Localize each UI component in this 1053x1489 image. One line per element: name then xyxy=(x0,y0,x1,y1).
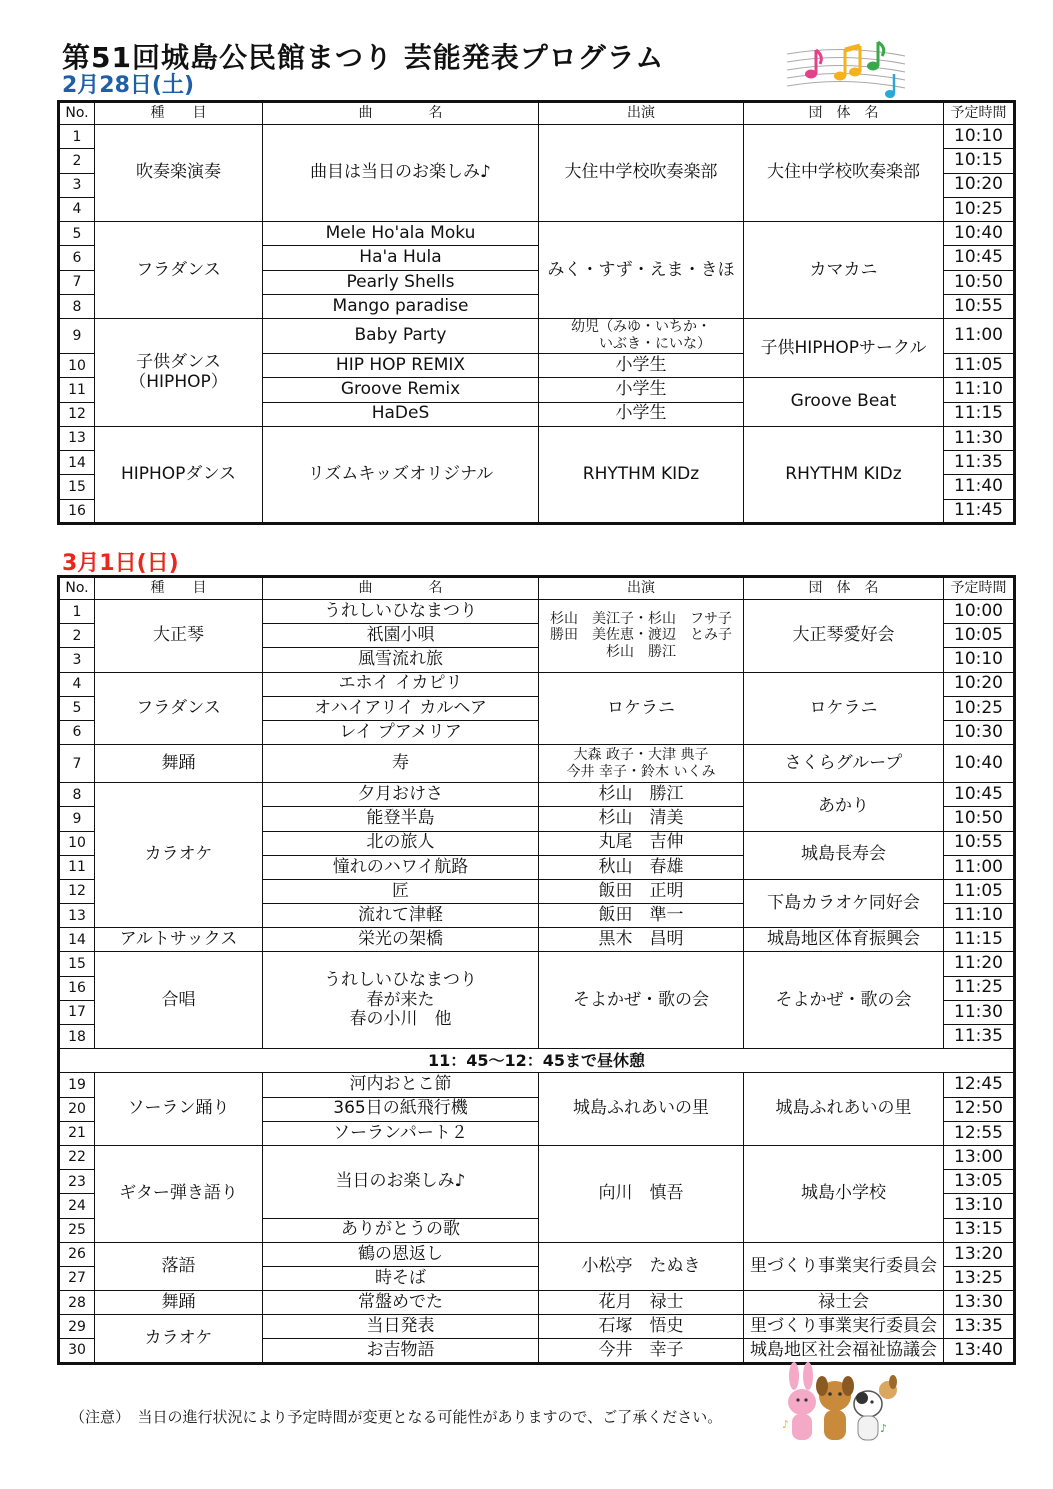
group-cell: 大住中学校吹奏楽部 xyxy=(744,125,944,222)
no-cell: 15 xyxy=(59,475,95,499)
time-cell: 11:15 xyxy=(944,402,1015,426)
time-cell: 10:50 xyxy=(944,807,1015,831)
genre-cell: カラオケ xyxy=(95,1315,263,1363)
column-header: 曲 名 xyxy=(263,577,539,600)
genre-cell: 合唱 xyxy=(95,952,263,1049)
table-row xyxy=(59,1145,1015,1169)
column-header: 団 体 名 xyxy=(744,577,944,600)
group-cell: 城島地区社会福祉協議会 xyxy=(744,1339,944,1363)
table-row xyxy=(59,600,1015,624)
performer-cell: 小学生 xyxy=(539,378,744,402)
no-cell: 23 xyxy=(59,1170,95,1194)
no-cell: 14 xyxy=(59,451,95,475)
song-cell: 鶴の恩返し xyxy=(263,1242,539,1266)
no-cell: 5 xyxy=(59,222,95,246)
table-row xyxy=(59,745,1015,783)
performer-cell: 小松亭 たぬき xyxy=(539,1242,744,1290)
song-cell: 栄光の架橋 xyxy=(263,928,539,952)
no-cell: 12 xyxy=(59,402,95,426)
no-cell: 3 xyxy=(59,648,95,672)
song-cell: 時そば xyxy=(263,1266,539,1290)
no-cell: 13 xyxy=(59,426,95,450)
time-cell: 11:20 xyxy=(944,952,1015,976)
no-cell: 5 xyxy=(59,696,95,720)
genre-cell: 大正琴 xyxy=(95,600,263,673)
time-cell: 13:15 xyxy=(944,1218,1015,1242)
time-cell: 11:35 xyxy=(944,451,1015,475)
time-cell: 12:45 xyxy=(944,1073,1015,1097)
no-cell: 6 xyxy=(59,720,95,744)
no-cell: 28 xyxy=(59,1291,95,1315)
time-cell: 10:10 xyxy=(944,648,1015,672)
time-cell: 10:40 xyxy=(944,222,1015,246)
song-cell: Pearly Shells xyxy=(263,270,539,294)
time-cell: 11:00 xyxy=(944,855,1015,879)
no-cell: 16 xyxy=(59,499,95,523)
no-cell: 21 xyxy=(59,1121,95,1145)
song-cell: うれしいひなまつり xyxy=(263,600,539,624)
table-row xyxy=(59,672,1015,696)
genre-cell: HIPHOPダンス xyxy=(95,426,263,523)
song-cell: Mango paradise xyxy=(263,295,539,319)
performer-cell: ロケラニ xyxy=(539,672,744,745)
genre-cell: 舞踊 xyxy=(95,745,263,783)
no-cell: 4 xyxy=(59,672,95,696)
time-cell: 13:10 xyxy=(944,1194,1015,1218)
genre-cell: 舞踊 xyxy=(95,1291,263,1315)
song-cell: 匠 xyxy=(263,879,539,903)
day1-date: 2月28日(土) xyxy=(62,73,195,98)
performer-cell: RHYTHM KIDz xyxy=(539,426,744,523)
performer-cell: 花月 禄士 xyxy=(539,1291,744,1315)
performer-cell: 小学生 xyxy=(539,353,744,377)
song-cell: 憧れのハワイ航路 xyxy=(263,855,539,879)
no-cell: 16 xyxy=(59,976,95,1000)
song-cell: 曲目は当日のお楽しみ♪ xyxy=(263,125,539,222)
time-cell: 10:45 xyxy=(944,246,1015,270)
time-cell: 13:00 xyxy=(944,1145,1015,1169)
no-cell: 4 xyxy=(59,197,95,221)
page-title: 第51回城島公民館まつり 芸能発表プログラム xyxy=(62,41,665,74)
note-text: （注意） 当日の進行状況により予定時間が変更となる可能性がありますので、ご了承ください。 xyxy=(70,1408,723,1426)
column-header: No. xyxy=(59,577,95,600)
time-cell: 11:00 xyxy=(944,319,1015,354)
table-row xyxy=(59,1242,1015,1266)
time-cell: 11:10 xyxy=(944,378,1015,402)
no-cell: 1 xyxy=(59,600,95,624)
group-cell: さくらグループ xyxy=(744,745,944,783)
lunch-break-row xyxy=(59,1049,1015,1073)
no-cell: 13 xyxy=(59,904,95,928)
performer-cell: 飯田 準一 xyxy=(539,904,744,928)
genre-cell: 吹奏楽演奏 xyxy=(95,125,263,222)
no-cell: 2 xyxy=(59,624,95,648)
time-cell: 10:05 xyxy=(944,624,1015,648)
genre-cell: フラダンス xyxy=(95,672,263,745)
no-cell: 11 xyxy=(59,855,95,879)
group-cell: そよかぜ・歌の会 xyxy=(744,952,944,1049)
time-cell: 11:05 xyxy=(944,879,1015,903)
time-cell: 12:55 xyxy=(944,1121,1015,1145)
table-row xyxy=(59,319,1015,354)
dancing-animals-icon xyxy=(780,1362,898,1448)
genre-cell: フラダンス xyxy=(95,222,263,319)
group-cell: RHYTHM KIDz xyxy=(744,426,944,523)
genre-cell: ギター弾き語り xyxy=(95,1145,263,1242)
song-cell: 常盤めでた xyxy=(263,1291,539,1315)
song-cell: 夕月おけさ xyxy=(263,783,539,807)
song-cell: 流れて津軽 xyxy=(263,904,539,928)
no-cell: 8 xyxy=(59,783,95,807)
time-cell: 10:25 xyxy=(944,197,1015,221)
lunch-break-text: 11：45～12：45まで昼休憩 xyxy=(59,1049,1015,1073)
time-cell: 10:00 xyxy=(944,600,1015,624)
column-header: 予定時間 xyxy=(944,577,1015,600)
time-cell: 10:50 xyxy=(944,270,1015,294)
time-cell: 11:10 xyxy=(944,904,1015,928)
no-cell: 10 xyxy=(59,831,95,855)
song-cell: ありがとうの歌 xyxy=(263,1218,539,1242)
no-cell: 24 xyxy=(59,1194,95,1218)
column-header: 団 体 名 xyxy=(744,102,944,125)
performer-cell: 杉山 清美 xyxy=(539,807,744,831)
time-cell: 11:25 xyxy=(944,976,1015,1000)
time-cell: 13:20 xyxy=(944,1242,1015,1266)
song-cell: オハイアリイ カルヘア xyxy=(263,696,539,720)
column-header: 種 目 xyxy=(95,102,263,125)
song-cell: 風雪流れ旅 xyxy=(263,648,539,672)
performer-cell: 城島ふれあいの里 xyxy=(539,1073,744,1146)
song-cell: Baby Party xyxy=(263,319,539,354)
no-cell: 17 xyxy=(59,1000,95,1024)
time-cell: 10:40 xyxy=(944,745,1015,783)
group-cell: ロケラニ xyxy=(744,672,944,745)
performer-cell: 丸尾 吉伸 xyxy=(539,831,744,855)
no-cell: 10 xyxy=(59,353,95,377)
performer-cell: 向川 慎吾 xyxy=(539,1145,744,1242)
group-cell: 城島小学校 xyxy=(744,1145,944,1242)
no-cell: 12 xyxy=(59,879,95,903)
no-cell: 9 xyxy=(59,319,95,354)
song-cell: レイ プアメリア xyxy=(263,720,539,744)
day1-schedule-table xyxy=(57,100,1016,525)
no-cell: 9 xyxy=(59,807,95,831)
group-cell: あかり xyxy=(744,783,944,831)
song-cell: HIP HOP REMIX xyxy=(263,353,539,377)
song-cell: 祇園小唄 xyxy=(263,624,539,648)
genre-cell: 子供ダンス （HIPHOP） xyxy=(95,319,263,426)
no-cell: 29 xyxy=(59,1315,95,1339)
group-cell: 城島長寿会 xyxy=(744,831,944,879)
svg-text:♪: ♪ xyxy=(782,1418,790,1431)
song-cell: 能登半島 xyxy=(263,807,539,831)
time-cell: 10:45 xyxy=(944,783,1015,807)
time-cell: 11:45 xyxy=(944,499,1015,523)
no-cell: 15 xyxy=(59,952,95,976)
group-cell: 大正琴愛好会 xyxy=(744,600,944,673)
time-cell: 13:25 xyxy=(944,1266,1015,1290)
song-cell: HaDeS xyxy=(263,402,539,426)
group-cell: Groove Beat xyxy=(744,378,944,427)
no-cell: 27 xyxy=(59,1266,95,1290)
genre-cell: アルトサックス xyxy=(95,928,263,952)
table-row xyxy=(59,1073,1015,1097)
table-row xyxy=(59,1315,1015,1339)
no-cell: 11 xyxy=(59,378,95,402)
time-cell: 10:20 xyxy=(944,173,1015,197)
performer-cell: 小学生 xyxy=(539,402,744,426)
no-cell: 20 xyxy=(59,1097,95,1121)
column-header: 種 目 xyxy=(95,577,263,600)
song-cell: 河内おとこ節 xyxy=(263,1073,539,1097)
time-cell: 11:05 xyxy=(944,353,1015,377)
performer-cell: 黒木 昌明 xyxy=(539,928,744,952)
performer-cell: 秋山 春雄 xyxy=(539,855,744,879)
performer-cell: 大住中学校吹奏楽部 xyxy=(539,125,744,222)
no-cell: 26 xyxy=(59,1242,95,1266)
time-cell: 10:10 xyxy=(944,125,1015,149)
time-cell: 11:15 xyxy=(944,928,1015,952)
song-cell: 北の旅人 xyxy=(263,831,539,855)
genre-cell: ソーラン踊り xyxy=(95,1073,263,1146)
time-cell: 12:50 xyxy=(944,1097,1015,1121)
no-cell: 7 xyxy=(59,270,95,294)
group-cell: 城島地区体育振興会 xyxy=(744,928,944,952)
group-cell: 下島カラオケ同好会 xyxy=(744,879,944,927)
performer-cell: そよかぜ・歌の会 xyxy=(539,952,744,1049)
no-cell: 2 xyxy=(59,149,95,173)
performer-cell: 杉山 美江子・杉山 フサ子 勝田 美佐恵・渡辺 とみ子 杉山 勝江 xyxy=(539,600,744,673)
table-row xyxy=(59,1291,1015,1315)
table-header-row xyxy=(59,577,1015,600)
time-cell: 10:25 xyxy=(944,696,1015,720)
time-cell: 13:35 xyxy=(944,1315,1015,1339)
group-cell: 里づくり事業実行委員会 xyxy=(744,1242,944,1290)
no-cell: 3 xyxy=(59,173,95,197)
day2-schedule-table xyxy=(57,575,1016,1365)
group-cell: カマカニ xyxy=(744,222,944,319)
song-cell: エホイ イカピリ xyxy=(263,672,539,696)
time-cell: 11:40 xyxy=(944,475,1015,499)
table-row xyxy=(59,928,1015,952)
time-cell: 10:20 xyxy=(944,672,1015,696)
time-cell: 10:55 xyxy=(944,295,1015,319)
group-cell: 禄士会 xyxy=(744,1291,944,1315)
time-cell: 10:30 xyxy=(944,720,1015,744)
group-cell: 里づくり事業実行委員会 xyxy=(744,1315,944,1339)
time-cell: 13:40 xyxy=(944,1339,1015,1363)
music-notes-icon xyxy=(785,40,910,102)
no-cell: 14 xyxy=(59,928,95,952)
table-row xyxy=(59,952,1015,976)
song-cell: 当日発表 xyxy=(263,1315,539,1339)
column-header: 出演 xyxy=(539,102,744,125)
song-cell: Groove Remix xyxy=(263,378,539,402)
group-cell: 城島ふれあいの里 xyxy=(744,1073,944,1146)
svg-text:♪: ♪ xyxy=(880,1422,888,1435)
time-cell: 11:30 xyxy=(944,1000,1015,1024)
no-cell: 1 xyxy=(59,125,95,149)
day2-date: 3月1日(日) xyxy=(62,551,179,576)
column-header: No. xyxy=(59,102,95,125)
song-cell: 当日のお楽しみ♪ xyxy=(263,1145,539,1218)
no-cell: 19 xyxy=(59,1073,95,1097)
genre-cell: 落語 xyxy=(95,1242,263,1290)
performer-cell: 飯田 正明 xyxy=(539,879,744,903)
performer-cell: 石塚 悟史 xyxy=(539,1315,744,1339)
performer-cell: 今井 幸子 xyxy=(539,1339,744,1363)
song-cell: うれしいひなまつり 春が来た 春の小川 他 xyxy=(263,952,539,1049)
performer-cell: 幼児（みゆ・いちか・ いぶき・にいな） xyxy=(539,319,744,354)
song-cell: 寿 xyxy=(263,745,539,783)
table-row xyxy=(59,426,1015,450)
time-cell: 13:30 xyxy=(944,1291,1015,1315)
table-row xyxy=(59,125,1015,149)
time-cell: 11:35 xyxy=(944,1025,1015,1049)
no-cell: 22 xyxy=(59,1145,95,1169)
song-cell: リズムキッズオリジナル xyxy=(263,426,539,523)
time-cell: 10:55 xyxy=(944,831,1015,855)
table-row xyxy=(59,222,1015,246)
table-header-row xyxy=(59,102,1015,125)
time-cell: 11:30 xyxy=(944,426,1015,450)
column-header: 出演 xyxy=(539,577,744,600)
performer-cell: 大森 政子・大津 典子 今井 幸子・鈴木 いくみ xyxy=(539,745,744,783)
no-cell: 30 xyxy=(59,1339,95,1363)
column-header: 曲 名 xyxy=(263,102,539,125)
song-cell: Ha'a Hula xyxy=(263,246,539,270)
time-cell: 13:05 xyxy=(944,1170,1015,1194)
genre-cell: カラオケ xyxy=(95,783,263,928)
performer-cell: みく・すず・えま・きほ xyxy=(539,222,744,319)
no-cell: 8 xyxy=(59,295,95,319)
column-header: 予定時間 xyxy=(944,102,1015,125)
no-cell: 25 xyxy=(59,1218,95,1242)
no-cell: 18 xyxy=(59,1025,95,1049)
no-cell: 6 xyxy=(59,246,95,270)
song-cell: お吉物語 xyxy=(263,1339,539,1363)
performer-cell: 杉山 勝江 xyxy=(539,783,744,807)
song-cell: 365日の紙飛行機 xyxy=(263,1097,539,1121)
time-cell: 10:15 xyxy=(944,149,1015,173)
group-cell: 子供HIPHOPサークル xyxy=(744,319,944,378)
no-cell: 7 xyxy=(59,745,95,783)
song-cell: Mele Ho'ala Moku xyxy=(263,222,539,246)
song-cell: ソーランパート２ xyxy=(263,1121,539,1145)
table-row xyxy=(59,783,1015,807)
